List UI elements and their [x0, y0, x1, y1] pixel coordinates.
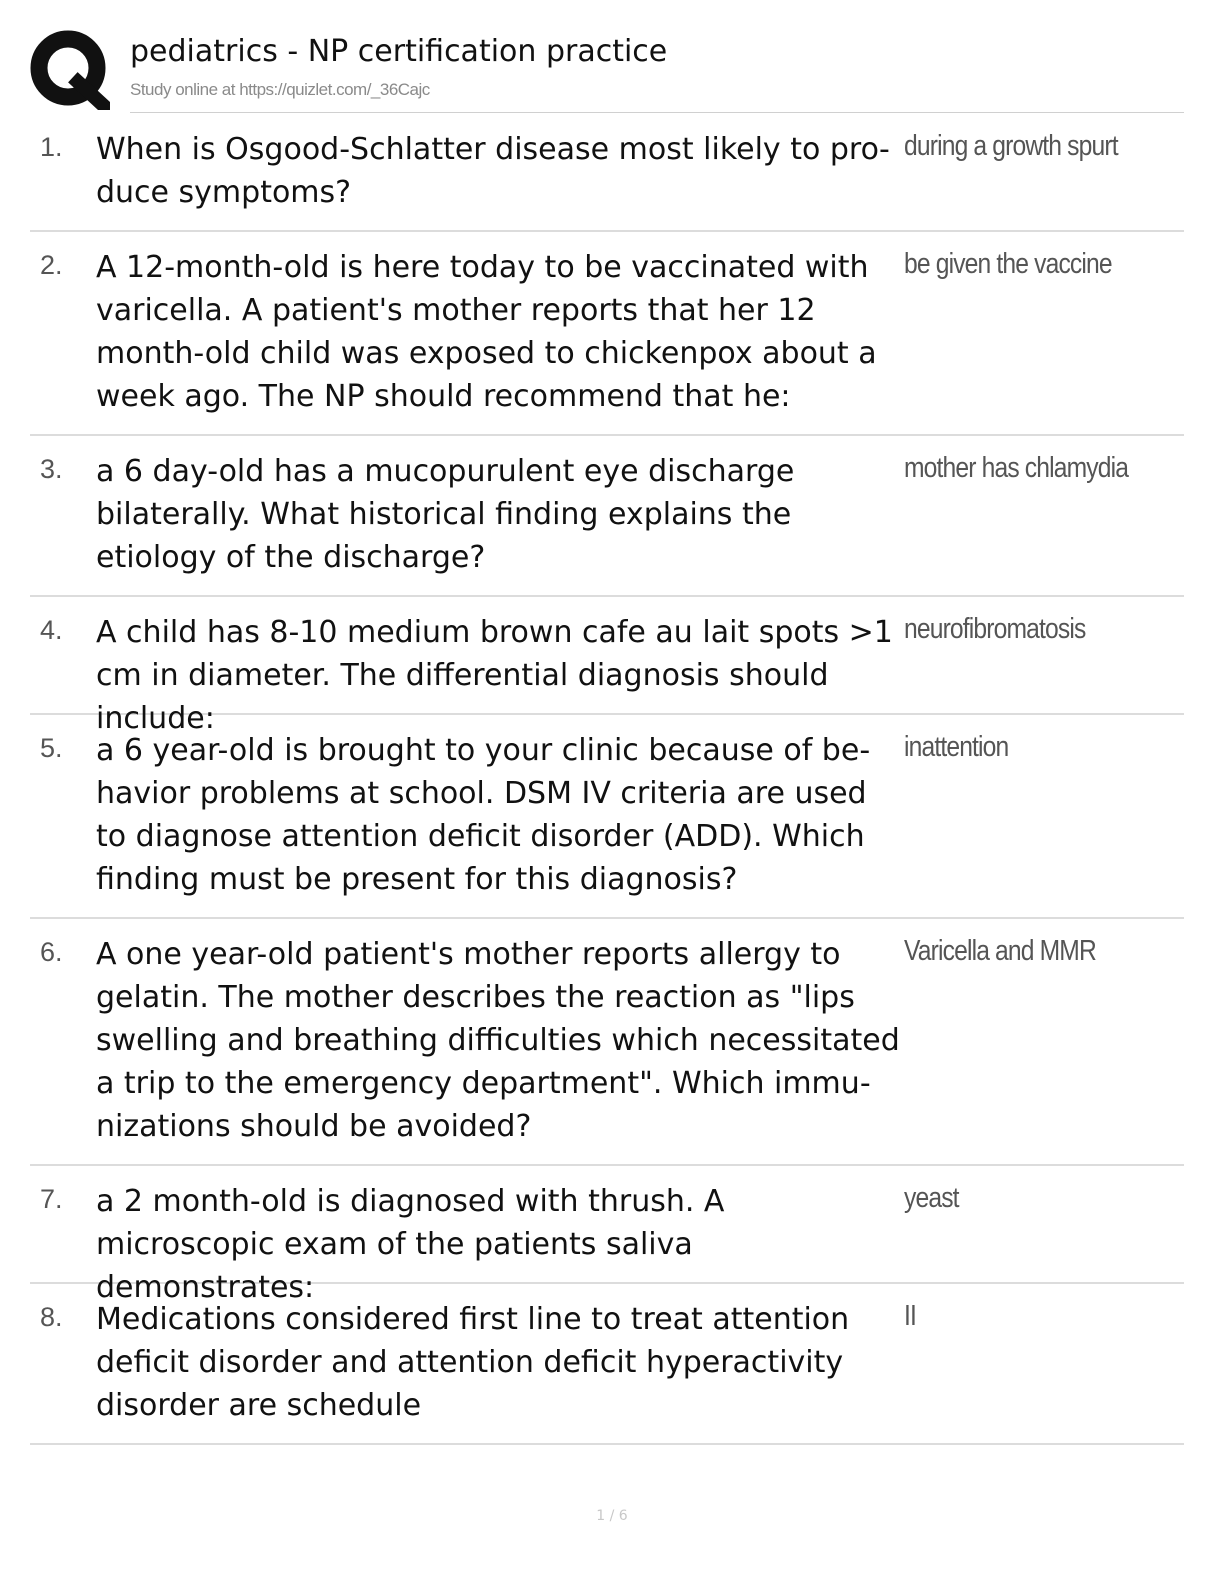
- card-number: 3.: [40, 454, 63, 484]
- card-answer: II: [904, 1300, 917, 1332]
- card-number: 5.: [40, 733, 63, 763]
- card-number: 1.: [40, 132, 63, 162]
- card-answer: inattention: [904, 731, 1009, 763]
- flashcard: [30, 232, 1184, 436]
- card-question: a 2 month-old is diagnosed with thrush. A microscopic exam of the patients saliva demonstrates:: [96, 1184, 725, 1305]
- header-divider: [130, 112, 1184, 113]
- page-header: [30, 28, 1184, 114]
- flashcard: [30, 436, 1184, 597]
- card-question: A 12-month-old is here today to be vaccinated with varicella. A patient's mother reports that her 12 month-old child was exposed to chickenpox about a week ago. The NP should recommend that he:: [96, 250, 877, 414]
- card-number: 6.: [40, 937, 63, 967]
- page-title: pediatrics - NP certification practice: [130, 34, 668, 69]
- card-question: A child has 8-10 medium brown cafe au lait spots >1 cm in diameter. The differential diagnosis should include:: [96, 615, 893, 736]
- card-answer: neurofibromatosis: [904, 613, 1086, 645]
- card-answer: mother has chlamydia: [904, 452, 1129, 484]
- quizlet-logo-icon: [30, 30, 110, 110]
- flashcard: [30, 919, 1184, 1166]
- flashcard: [30, 1166, 1184, 1305]
- card-question: When is Osgood-Schlatter disease most likely to produce symptoms?: [96, 132, 890, 210]
- card-answer: be given the vaccine: [904, 248, 1112, 280]
- card-number: 2.: [40, 250, 63, 280]
- card-question: a 6 year-old is brought to your clinic because of behavior problems at school. DSM IV criteria are used to diagnose attention deficit disorder (ADD). Which finding must be present for this diagnosis?: [96, 733, 871, 897]
- page-number: 1 / 6: [596, 1508, 628, 1524]
- card-answer: Varicella and MMR: [904, 935, 1096, 967]
- flashcard: [30, 114, 1184, 232]
- flashcard: [30, 715, 1184, 919]
- flashcard: [30, 597, 1184, 736]
- card-number: 4.: [40, 615, 63, 645]
- card-answer: yeast: [904, 1182, 959, 1214]
- flashcard-list: [30, 114, 1184, 1445]
- card-answer: during a growth spurt: [904, 130, 1118, 162]
- card-question: A one year-old patient's mother reports allergy to gelatin. The mother describes the reaction as "lips swelling and breathing difficulties which necessitated a trip to the emergency department". Which immunizations should be avoided?: [96, 937, 900, 1144]
- card-number: 8.: [40, 1302, 63, 1332]
- card-question: Medications considered first line to treat attention deficit disorder and attention deficit hyperactivity disorder are schedule: [96, 1302, 850, 1423]
- card-question: a 6 day-old has a mucopurulent eye discharge bilaterally. What historical finding explains the etiology of the discharge?: [96, 454, 795, 575]
- card-number: 7.: [40, 1184, 63, 1214]
- study-online-link[interactable]: Study online at https://quizlet.com/_36Cajc: [130, 80, 430, 99]
- flashcard: [30, 1284, 1184, 1445]
